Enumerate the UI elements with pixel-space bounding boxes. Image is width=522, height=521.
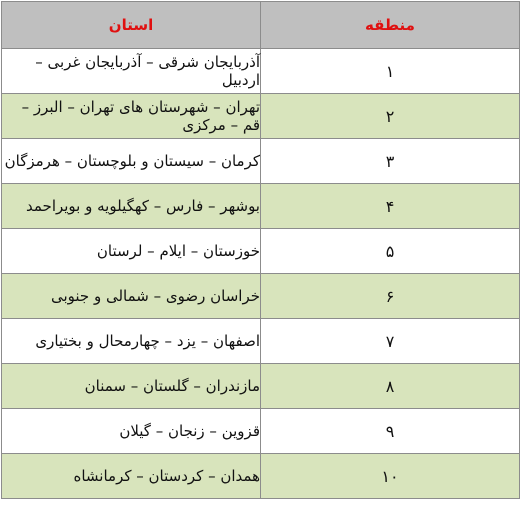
table-row [2,319,520,364]
region-provinces: خراسان رضوی – شمالی و جنوبی [2,274,261,319]
region-number: ۶ [261,274,520,319]
region-provinces: بوشهر – فارس – کهگیلویه و بویراحمد [2,184,261,229]
region-provinces: کرمان – سیستان و بلوچستان – هرمزگان [2,139,261,184]
table-row [2,49,520,94]
region-number: ۲ [261,94,520,139]
region-provinces: قزوین – زنجان – گیلان [2,409,261,454]
region-provinces: خوزستان – ایلام – لرستان [2,229,261,274]
table-row [2,229,520,274]
header-province: استان [2,2,261,49]
region-number: ۴ [261,184,520,229]
header-region: منطقه [261,2,520,49]
region-number: ۱ [261,49,520,94]
region-number: ۸ [261,364,520,409]
region-number: ۳ [261,139,520,184]
region-number: ۱۰ [261,454,520,499]
table-row [2,364,520,409]
region-number: ۷ [261,319,520,364]
region-provinces: آذربایجان شرقی – آذربایجان غربی – اردبیل [2,49,261,94]
region-provinces: اصفهان – یزد – چهارمحال و بختیاری [2,319,261,364]
region-provinces: تهران – شهرستان های تهران – البرز – قم – مرکزی [2,94,261,139]
header-row [2,2,520,49]
region-number: ۵ [261,229,520,274]
table-row [2,454,520,499]
region-provinces: همدان – کردستان – کرمانشاه [2,454,261,499]
table-row [2,409,520,454]
table-row [2,94,520,139]
table-row [2,184,520,229]
table-row [2,139,520,184]
table-row [2,274,520,319]
region-provinces: مازندران – گلستان – سمنان [2,364,261,409]
region-number: ۹ [261,409,520,454]
regions-table [1,1,520,499]
